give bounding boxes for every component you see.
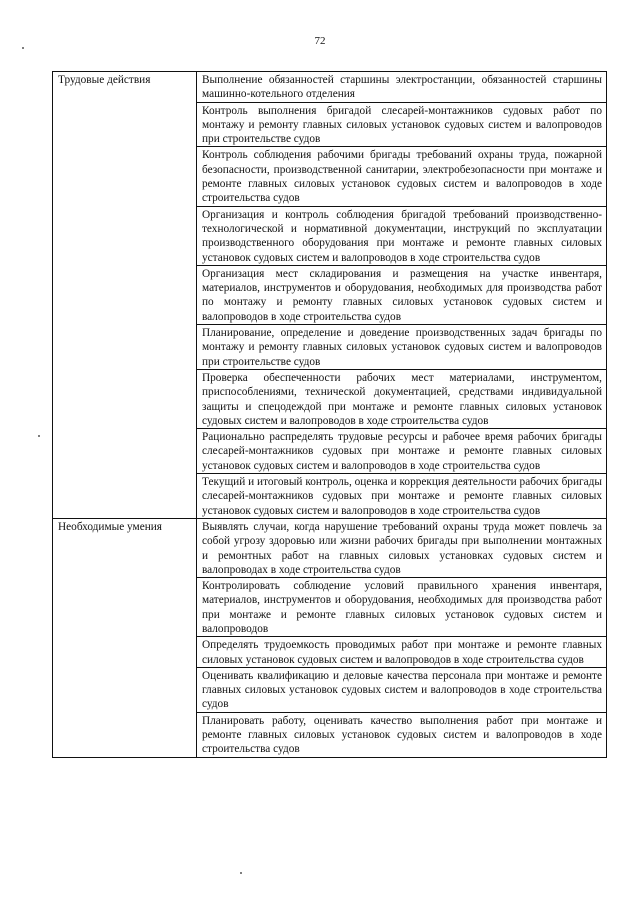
table-cell: Определять трудоемкость проводимых работ при монтаже и ремонте главных силовых установок судовых систем и валопроводов в ходе строительства судов xyxy=(197,637,607,668)
table-cell: Оценивать квалификацию и деловые качества персонала при монтаже и ремонте главных силовых установок судовых систем и валопроводов в ходе строительства судов xyxy=(197,667,607,712)
table-cell: Проверка обеспеченности рабочих мест материалами, инструментом, приспособлениями, технической документацией, средствами индивидуальной защиты и спецодеждой при монтаже и ремонте главных силовых установок судовых систем и валопроводов в ходе строительства судов xyxy=(197,369,607,428)
table-cell: Выполнение обязанностей старшины электростанции, обязанностей старшины машинно-котельного отделения xyxy=(197,72,607,103)
table-cell: Контроль выполнения бригадой слесарей-монтажников судовых работ по монтажу и ремонту главных силовых установок судовых систем и валопроводов при строительстве судов xyxy=(197,102,607,147)
table-cell: Планировать работу, оценивать качество выполнения работ при монтаже и ремонте главных силовых установок судовых систем и валопроводов в ходе строительства судов xyxy=(197,712,607,757)
section-label-labor-actions: Трудовые действия xyxy=(53,72,197,519)
table-cell: Планирование, определение и доведение производственных задач бригады по монтажу и ремонту главных силовых установок судовых систем и валопроводов при строительстве судов xyxy=(197,325,607,370)
table-cell: Контроль соблюдения рабочими бригады требований охраны труда, пожарной безопасности, производственной санитарии, электробезопасности при монтаже и ремонте главных силовых установок судовых систем и валопроводов в ходе строительства судов xyxy=(197,147,607,206)
table-row xyxy=(53,72,607,103)
table-cell: Контролировать соблюдение условий правильного хранения инвентаря, материалов, инструментов и оборудования, необходимых для производства работ при монтаже и ремонте главных силовых установок судовых систем и валопроводов xyxy=(197,578,607,637)
scan-speck xyxy=(22,47,24,49)
table-cell: Организация мест складирования и размещения на участке инвентаря, материалов, инструментов и оборудования, необходимых для производства работ по монтажу и ремонту главных силовых установок судовых систем и валопроводов в ходе строительства судов xyxy=(197,265,607,324)
page-number: 72 xyxy=(314,35,326,47)
competency-table xyxy=(52,71,607,758)
scan-speck xyxy=(240,872,242,874)
section-label-required-skills: Необходимые умения xyxy=(53,518,197,757)
table-cell: Рационально распределять трудовые ресурсы и рабочее время рабочих бригады слесарей-монтажников судовых при монтаже и ремонте главных силовых установок судовых систем и валопроводов в ходе строительства судов xyxy=(197,429,607,474)
table-cell: Текущий и итоговый контроль, оценка и коррекция деятельности рабочих бригады слесарей-монтажников судовых при монтаже и ремонте главных силовых установок судовых систем и валопроводов в ходе строительства судов xyxy=(197,474,607,519)
table-cell: Организация и контроль соблюдения бригадой требований производственно-технологической и нормативной документации, инструкций по эксплуатации производственного оборудования при монтаже и ремонте главных силовых установок судовых систем и валопроводов в ходе строительства судов xyxy=(197,206,607,265)
table-row xyxy=(53,518,607,577)
scan-speck xyxy=(38,435,40,437)
table-cell: Выявлять случаи, когда нарушение требований охраны труда может повлечь за собой угрозу здоровью или жизни рабочих бригады при выполнении монтажных и ремонтных работ на главных силовых установках судовых систем и валопроводах в ходе строительства судов xyxy=(197,518,607,577)
